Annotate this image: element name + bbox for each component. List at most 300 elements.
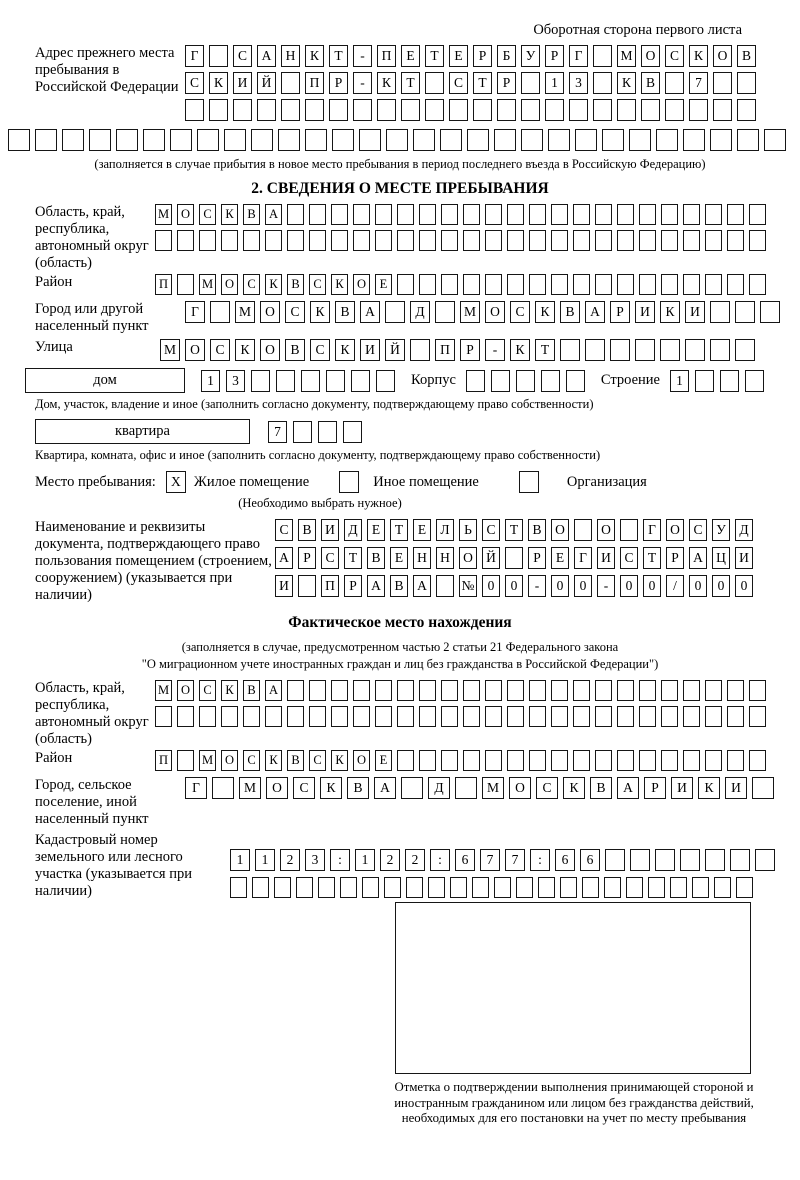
char-box: И — [597, 547, 615, 569]
char-box — [665, 72, 684, 94]
char-box — [143, 129, 165, 151]
char-box: Р — [473, 45, 492, 67]
char-box — [661, 706, 678, 727]
char-box — [419, 204, 436, 225]
char-box: Т — [473, 72, 492, 94]
char-box — [714, 877, 731, 898]
char-box — [199, 230, 216, 251]
char-box — [318, 877, 335, 898]
char-box — [605, 849, 625, 871]
char-box: Е — [449, 45, 468, 67]
char-box — [485, 274, 502, 295]
char-box — [529, 680, 546, 701]
char-box — [233, 99, 252, 121]
char-box — [595, 230, 612, 251]
char-box — [224, 129, 246, 151]
district-label: Район — [35, 274, 73, 290]
char-box — [265, 706, 282, 727]
prev-address-label: Адрес прежнего места пребывания в Российской Федерации — [35, 45, 179, 95]
option-organization-label: Организация — [566, 473, 647, 490]
actual-city-row — [185, 777, 774, 828]
district-field — [35, 274, 800, 295]
char-box — [655, 849, 675, 871]
char-box — [281, 72, 300, 94]
char-box — [209, 99, 228, 121]
char-box: О — [509, 777, 531, 799]
char-box — [670, 877, 687, 898]
char-box: Ц — [712, 547, 730, 569]
char-box: 0 — [505, 575, 523, 597]
cadastral-row-2 — [230, 877, 775, 898]
char-box — [749, 706, 766, 727]
prev-address-field — [35, 45, 800, 121]
house-number-cells — [201, 370, 395, 392]
region-label: Область, край, республика, автономный округ (область) — [35, 204, 149, 271]
char-box — [695, 370, 714, 392]
char-box — [301, 370, 320, 392]
char-box: К — [320, 777, 342, 799]
char-box — [89, 129, 111, 151]
char-box — [705, 204, 722, 225]
korpus-label: Корпус — [411, 372, 456, 388]
char-box: Й — [257, 72, 276, 94]
char-box: - — [528, 575, 546, 597]
char-box: Т — [505, 519, 523, 541]
char-box — [737, 99, 756, 121]
char-box: Т — [643, 547, 661, 569]
char-box: К — [305, 45, 324, 67]
char-box — [62, 129, 84, 151]
char-box — [359, 129, 381, 151]
char-box: Т — [329, 45, 348, 67]
char-box — [593, 99, 612, 121]
char-box: И — [360, 339, 380, 361]
char-box — [441, 680, 458, 701]
char-box — [485, 680, 502, 701]
char-box — [209, 45, 228, 67]
char-box: М — [239, 777, 261, 799]
char-box: Е — [413, 519, 431, 541]
char-box — [661, 680, 678, 701]
char-box: П — [321, 575, 339, 597]
char-box — [177, 230, 194, 251]
char-box — [560, 877, 577, 898]
char-box: Д — [428, 777, 450, 799]
char-box — [507, 750, 524, 771]
char-box — [177, 750, 194, 771]
char-box: А — [367, 575, 385, 597]
char-box: П — [155, 750, 172, 771]
char-box — [727, 230, 744, 251]
checkbox-organization — [519, 471, 539, 493]
char-box — [689, 99, 708, 121]
char-box: Е — [375, 274, 392, 295]
char-box — [566, 370, 585, 392]
char-box: 0 — [574, 575, 592, 597]
char-box — [287, 230, 304, 251]
city-label: Город или другой населенный пункт — [35, 301, 149, 334]
char-box — [705, 274, 722, 295]
char-box — [362, 877, 379, 898]
char-box: У — [521, 45, 540, 67]
char-box — [329, 99, 348, 121]
char-box — [545, 99, 564, 121]
char-box — [630, 849, 650, 871]
char-box — [257, 99, 276, 121]
char-box: - — [597, 575, 615, 597]
korpus-cells — [466, 370, 585, 392]
char-box — [595, 680, 612, 701]
stamp-box — [395, 902, 751, 1074]
char-box — [441, 230, 458, 251]
actual-location-title: Фактическое место нахождения — [288, 614, 512, 631]
char-box: С — [309, 274, 326, 295]
char-box — [353, 204, 370, 225]
char-box: Г — [185, 301, 205, 323]
char-box — [710, 129, 732, 151]
char-box: Н — [281, 45, 300, 67]
char-box: О — [353, 750, 370, 771]
char-box — [683, 274, 700, 295]
char-box: А — [413, 575, 431, 597]
char-box: Р — [329, 72, 348, 94]
char-box: 0 — [643, 575, 661, 597]
char-box — [230, 877, 247, 898]
char-box — [318, 421, 337, 443]
char-box: Р — [497, 72, 516, 94]
char-box: С — [309, 750, 326, 771]
char-box: Г — [185, 45, 204, 67]
char-box — [353, 99, 372, 121]
char-box — [385, 301, 405, 323]
char-box — [617, 706, 634, 727]
char-box: 3 — [305, 849, 325, 871]
char-box: П — [435, 339, 455, 361]
char-box — [485, 706, 502, 727]
char-box — [463, 204, 480, 225]
char-box — [212, 777, 234, 799]
char-box — [309, 204, 326, 225]
prev-address-row-1 — [185, 45, 756, 67]
char-box: Г — [185, 777, 207, 799]
char-box — [351, 370, 370, 392]
char-box — [635, 339, 655, 361]
char-box: Р — [298, 547, 316, 569]
char-box: К — [221, 680, 238, 701]
char-box — [529, 750, 546, 771]
char-box — [735, 339, 755, 361]
char-box — [639, 680, 656, 701]
char-box: И — [735, 547, 753, 569]
char-box — [551, 680, 568, 701]
char-box: Т — [535, 339, 555, 361]
char-box — [449, 99, 468, 121]
char-box — [386, 129, 408, 151]
char-box: С — [536, 777, 558, 799]
char-box — [521, 99, 540, 121]
char-box: Р — [666, 547, 684, 569]
char-box — [516, 877, 533, 898]
char-box — [538, 877, 555, 898]
actual-region-field — [35, 680, 800, 748]
char-box: Ь — [459, 519, 477, 541]
char-box — [516, 370, 535, 392]
char-box: С — [243, 274, 260, 295]
char-box — [441, 750, 458, 771]
char-box — [573, 750, 590, 771]
char-box: К — [209, 72, 228, 94]
char-box: Й — [385, 339, 405, 361]
char-box — [661, 204, 678, 225]
char-box — [485, 750, 502, 771]
char-box — [376, 370, 395, 392]
char-box: П — [377, 45, 396, 67]
char-box: Р — [344, 575, 362, 597]
char-box — [683, 750, 700, 771]
char-box — [251, 129, 273, 151]
actual-district-row — [155, 750, 766, 771]
stroenie-cells — [670, 370, 764, 392]
char-box: Н — [436, 547, 454, 569]
char-box: С — [233, 45, 252, 67]
char-box — [326, 370, 345, 392]
char-box: О — [185, 339, 205, 361]
char-box: О — [260, 301, 280, 323]
char-box — [274, 877, 291, 898]
char-box: Г — [643, 519, 661, 541]
char-box — [170, 129, 192, 151]
char-box: С — [510, 301, 530, 323]
char-box: А — [374, 777, 396, 799]
char-box — [276, 370, 295, 392]
option-residential-label: Жилое помещение — [193, 473, 310, 490]
char-box — [375, 680, 392, 701]
char-box: К — [265, 750, 282, 771]
house-caption: Дом, участок, владение и иное (заполнить согласно документу, подтверждающему право собственности) — [35, 397, 594, 411]
char-box — [574, 519, 592, 541]
char-box — [332, 129, 354, 151]
char-box: 6 — [555, 849, 575, 871]
char-box: С — [482, 519, 500, 541]
char-box — [737, 72, 756, 94]
char-box — [620, 519, 638, 541]
char-box — [287, 204, 304, 225]
char-box: И — [321, 519, 339, 541]
char-box: М — [199, 750, 216, 771]
char-box: Е — [367, 519, 385, 541]
prev-address-row-2 — [185, 72, 756, 94]
char-box: : — [530, 849, 550, 871]
stay-type-row — [35, 471, 800, 493]
district-row — [155, 274, 766, 295]
char-box — [507, 204, 524, 225]
char-box — [745, 370, 764, 392]
char-box — [177, 274, 194, 295]
char-box — [298, 575, 316, 597]
char-box — [397, 680, 414, 701]
checkbox-residential: X — [166, 471, 186, 493]
char-box — [749, 204, 766, 225]
char-box: Д — [735, 519, 753, 541]
char-box: Н — [413, 547, 431, 569]
char-box: В — [287, 274, 304, 295]
char-box — [595, 204, 612, 225]
char-box — [441, 204, 458, 225]
char-box: П — [155, 274, 172, 295]
char-box — [573, 204, 590, 225]
char-box: А — [617, 777, 639, 799]
char-box: М — [482, 777, 504, 799]
char-box: № — [459, 575, 477, 597]
char-box: М — [235, 301, 255, 323]
char-box — [375, 204, 392, 225]
char-box — [680, 849, 700, 871]
stroenie-label: Строение — [600, 372, 660, 388]
char-box: М — [199, 274, 216, 295]
char-box: А — [360, 301, 380, 323]
char-box — [551, 706, 568, 727]
char-box: 6 — [455, 849, 475, 871]
char-box: - — [353, 45, 372, 67]
char-box: В — [285, 339, 305, 361]
char-box: О — [221, 274, 238, 295]
char-box: 6 — [580, 849, 600, 871]
cadastral-field — [35, 832, 800, 900]
char-box — [573, 680, 590, 701]
char-box: Е — [375, 750, 392, 771]
char-box: К — [331, 750, 348, 771]
char-box — [401, 99, 420, 121]
char-box: - — [353, 72, 372, 94]
char-box — [375, 706, 392, 727]
char-box — [455, 777, 477, 799]
char-box — [463, 680, 480, 701]
apartment-row — [35, 419, 800, 444]
char-box: К — [510, 339, 530, 361]
char-box: 0 — [620, 575, 638, 597]
char-box — [485, 230, 502, 251]
char-box — [683, 230, 700, 251]
char-box — [309, 680, 326, 701]
char-box — [660, 339, 680, 361]
char-box — [710, 339, 730, 361]
char-box — [8, 129, 30, 151]
char-box — [617, 750, 634, 771]
char-box — [185, 99, 204, 121]
char-box — [353, 680, 370, 701]
char-box — [617, 680, 634, 701]
char-box: И — [233, 72, 252, 94]
char-box — [749, 274, 766, 295]
header-note: Оборотная сторона первого листа — [533, 22, 742, 38]
char-box — [309, 230, 326, 251]
char-box — [467, 129, 489, 151]
char-box — [727, 706, 744, 727]
char-box — [287, 680, 304, 701]
char-box — [397, 706, 414, 727]
char-box — [507, 274, 524, 295]
char-box — [573, 230, 590, 251]
char-box: А — [257, 45, 276, 67]
char-box: К — [265, 274, 282, 295]
char-box — [573, 706, 590, 727]
char-box: 1 — [545, 72, 564, 94]
char-box: 2 — [405, 849, 425, 871]
char-box — [340, 877, 357, 898]
char-box: А — [585, 301, 605, 323]
char-box — [617, 204, 634, 225]
apartment-cells — [268, 421, 362, 443]
cadastral-row-1 — [230, 849, 775, 871]
char-box — [441, 274, 458, 295]
checkbox-other-premises — [339, 471, 359, 493]
char-box: 1 — [355, 849, 375, 871]
char-box — [35, 129, 57, 151]
char-box: М — [155, 204, 172, 225]
prev-address-note: (заполняется в случае прибытия в новое место пребывания в период последнего въезда в Российскую Федерацию) — [94, 157, 706, 171]
char-box: С — [185, 72, 204, 94]
prev-address-row-3 — [185, 99, 756, 121]
char-box: 2 — [280, 849, 300, 871]
char-box: С — [243, 750, 260, 771]
char-box — [210, 301, 230, 323]
char-box — [331, 204, 348, 225]
char-box — [507, 680, 524, 701]
char-box — [251, 370, 270, 392]
char-box — [529, 706, 546, 727]
char-box — [529, 230, 546, 251]
street-field — [35, 339, 800, 361]
char-box — [436, 575, 454, 597]
char-box — [397, 750, 414, 771]
char-box: А — [265, 680, 282, 701]
char-box: И — [671, 777, 693, 799]
char-box — [727, 204, 744, 225]
char-box — [397, 230, 414, 251]
dom-box: дом — [25, 368, 185, 393]
char-box — [410, 339, 430, 361]
char-box: 3 — [226, 370, 245, 392]
char-box — [177, 706, 194, 727]
char-box — [353, 230, 370, 251]
char-box — [593, 45, 612, 67]
char-box — [296, 877, 313, 898]
char-box: О — [221, 750, 238, 771]
char-box — [737, 129, 759, 151]
stay-type-note: (Необходимо выбрать нужное) — [238, 496, 402, 510]
char-box: В — [560, 301, 580, 323]
char-box — [752, 777, 774, 799]
char-box: В — [243, 204, 260, 225]
char-box — [602, 129, 624, 151]
char-box: / — [666, 575, 684, 597]
char-box: Е — [390, 547, 408, 569]
char-box: С — [620, 547, 638, 569]
char-box — [648, 877, 665, 898]
char-box: К — [377, 72, 396, 94]
char-box: С — [689, 519, 707, 541]
char-box — [560, 339, 580, 361]
char-box — [683, 706, 700, 727]
char-box — [575, 129, 597, 151]
actual-city-label: Город, сельское поселение, иной населенный пункт — [35, 777, 149, 827]
char-box: О — [260, 339, 280, 361]
char-box: К — [698, 777, 720, 799]
char-box: И — [725, 777, 747, 799]
char-box: В — [528, 519, 546, 541]
char-box — [713, 99, 732, 121]
char-box — [331, 706, 348, 727]
